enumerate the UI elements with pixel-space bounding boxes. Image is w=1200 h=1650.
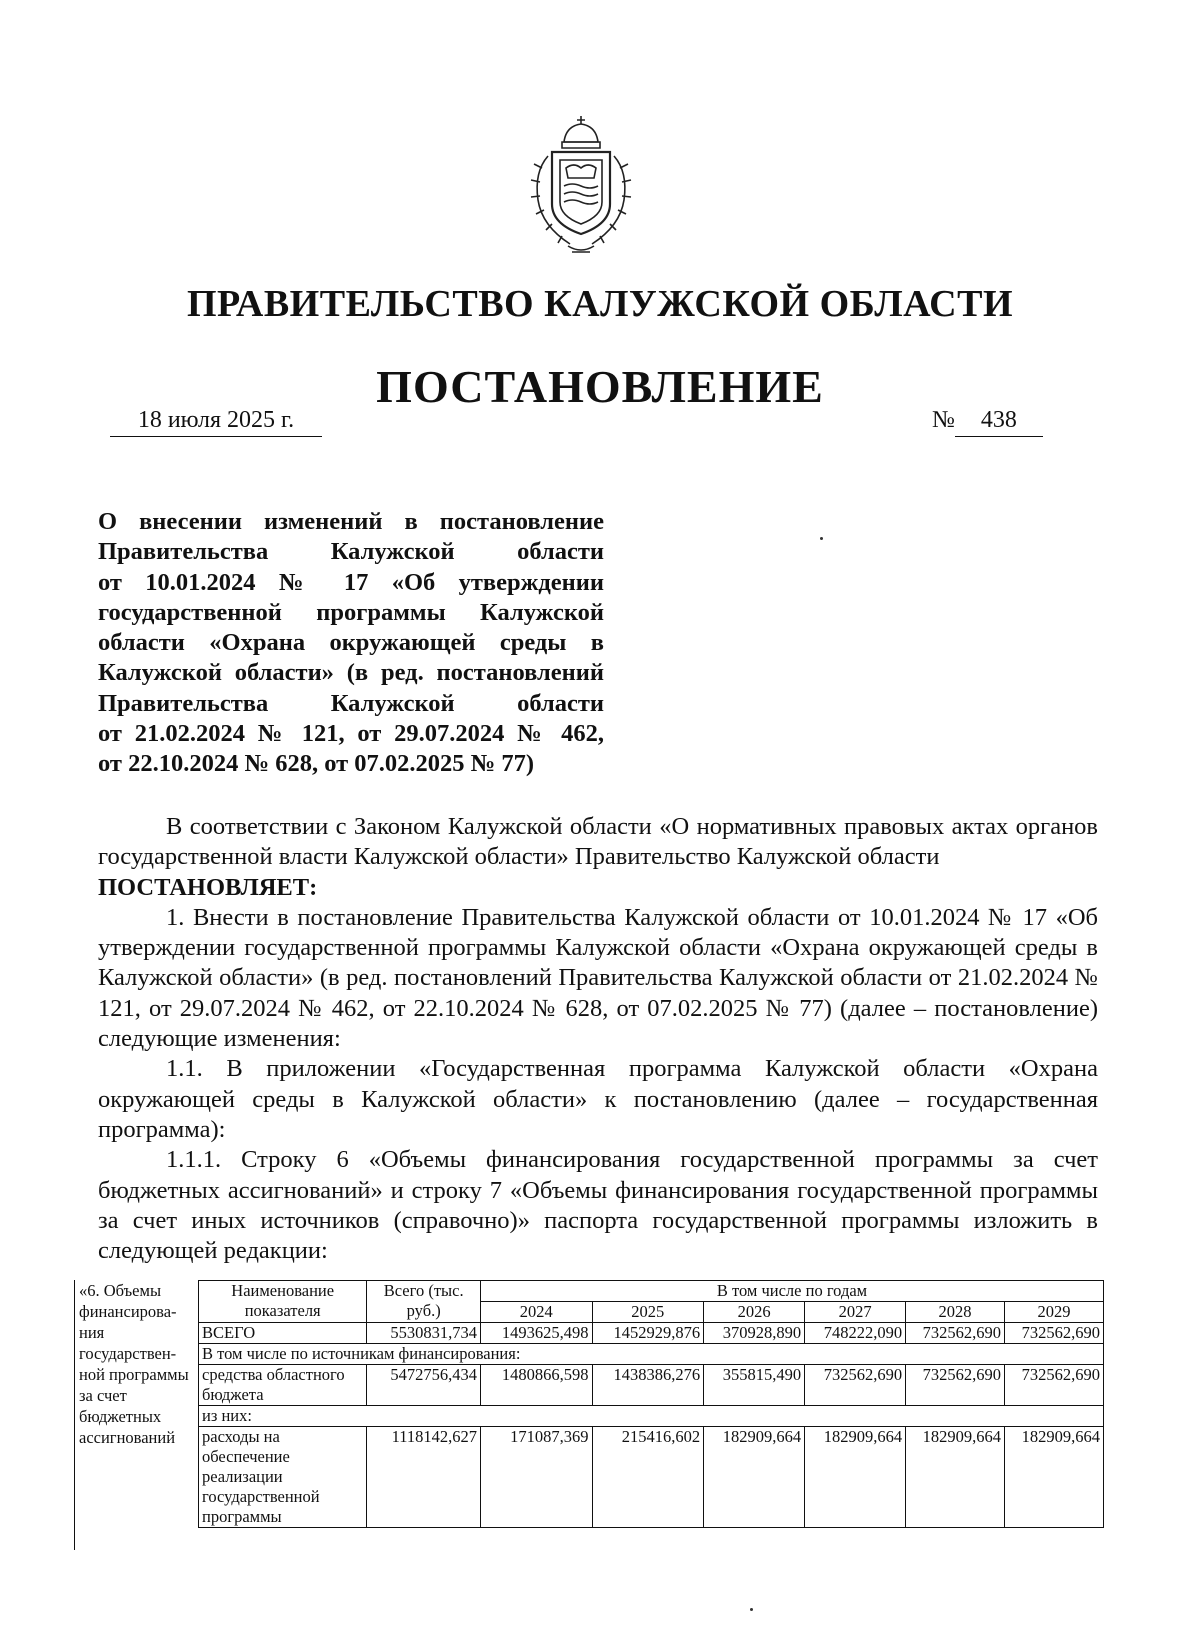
header-year: 2025 <box>592 1302 704 1323</box>
row-value: 370928,890 <box>704 1323 805 1344</box>
subject-line: государственной программы Калужской <box>98 598 604 626</box>
financing-table <box>198 1280 1104 1528</box>
document-type-title: ПОСТАНОВЛЕНИЕ <box>376 361 824 412</box>
header-year: 2028 <box>906 1302 1005 1323</box>
table-header-row <box>199 1281 1104 1302</box>
paragraph-item-1: 1. Внести в постановление Правительства Калужской области от 10.01.2024 № 17 «Об утверждении государственной программы Калужской области «Охрана окружающей среды в Калужской области» (в ред. постановлений Правительства Калужской области от 21.02.2024 № 121, от 29.07.2024 № 462, от 22.10.2024 № 628, от 07.02.2025 № 77) (далее – постановление) следующие изменения: <box>98 903 1098 1053</box>
document-body <box>98 812 1098 1266</box>
row-value: 355815,490 <box>704 1365 805 1406</box>
financing-row-label: «6. Объемы финансирова-ния государствен-ной программы за счет бюджетных ассигнований <box>74 1280 197 1550</box>
header-name: Наименование показателя <box>199 1281 367 1323</box>
row-name: средства областного бюджета <box>199 1365 367 1406</box>
subject-line: О внесении изменений в постановление <box>98 508 604 535</box>
document-subject <box>98 507 604 780</box>
organization-title: ПРАВИТЕЛЬСТВО КАЛУЖСКОЙ ОБЛАСТИ <box>186 283 1014 325</box>
paragraph-resolves <box>98 873 1098 903</box>
header-total: Всего (тыс. руб.) <box>367 1281 481 1323</box>
row-value: 1452929,876 <box>592 1323 704 1344</box>
header-year: 2029 <box>1005 1302 1104 1323</box>
row-value: 171087,369 <box>481 1427 593 1528</box>
paragraph-item-1-1: 1.1. В приложении «Государственная программа Калужской области «Охрана окружающей среды в Калужской области» к постановлению (далее – государственная программа): <box>98 1055 1098 1143</box>
scan-speck <box>750 1608 753 1611</box>
row-value: 748222,090 <box>805 1323 906 1344</box>
subject-line: от 21.02.2024 № 121, от 29.07.2024 № 462, <box>98 720 604 748</box>
row-value: 182909,664 <box>1005 1427 1104 1528</box>
document-number: 438 <box>955 407 1043 437</box>
scan-speck <box>820 537 823 540</box>
row-value: 1493625,498 <box>481 1323 593 1344</box>
subject-line: от 22.10.2024 № 628, от 07.02.2025 № 77) <box>98 750 535 778</box>
table-row <box>199 1323 1104 1344</box>
table-subheader-row <box>199 1406 1104 1427</box>
header-year: 2024 <box>481 1302 593 1323</box>
coat-of-arms-emblem <box>522 112 640 260</box>
subject-line: Правительства Калужской области <box>98 538 604 566</box>
document-number-block <box>932 407 1043 437</box>
subject-line: области «Охрана окружающей среды в <box>98 629 604 657</box>
row-total: 5530831,734 <box>367 1323 481 1344</box>
paragraph-preamble <box>98 812 1098 873</box>
row-value: 732562,690 <box>906 1323 1005 1344</box>
preamble-text: В соответствии с Законом Калужской области «О нормативных правовых актах органов государственной власти Калужской области» Правительство Калужской области <box>98 813 1098 871</box>
row-name: ВСЕГО <box>199 1323 367 1344</box>
row-value: 732562,690 <box>1005 1365 1104 1406</box>
row-value: 182909,664 <box>906 1427 1005 1528</box>
row-value: 182909,664 <box>704 1427 805 1528</box>
header-year: 2027 <box>805 1302 906 1323</box>
subheader-text: В том числе по источникам финансирования: <box>199 1344 1104 1365</box>
row-value: 732562,690 <box>805 1365 906 1406</box>
paragraph-item-1-1-1: 1.1.1. Строку 6 «Объемы финансирования государственной программы за счет бюджетных ассигнований» и строку 7 «Объемы финансирования государственной программы за счет иных источников (справочно)» паспорта государственной программы изложить в следующей редакции: <box>98 1146 1098 1265</box>
row-value: 732562,690 <box>906 1365 1005 1406</box>
row-total: 1118142,627 <box>367 1427 481 1528</box>
row-value: 182909,664 <box>805 1427 906 1528</box>
row-value: 1438386,276 <box>592 1365 704 1406</box>
row-total: 5472756,434 <box>367 1365 481 1406</box>
row-value: 1480866,598 <box>481 1365 593 1406</box>
table-row <box>199 1427 1104 1528</box>
number-sign: № <box>932 407 955 433</box>
header-years-group: В том числе по годам <box>481 1281 1104 1302</box>
table-subheader-row <box>199 1344 1104 1365</box>
document-date: 18 июля 2025 г. <box>110 407 322 437</box>
subject-line: Правительства Калужской области <box>98 689 604 717</box>
header-year: 2026 <box>704 1302 805 1323</box>
table-row <box>199 1365 1104 1406</box>
row-value: 732562,690 <box>1005 1323 1104 1344</box>
subject-line: Калужской области» (в ред. постановлений <box>98 659 604 687</box>
subject-line: от 10.01.2024 № 17 «Об утверждении <box>98 568 604 596</box>
resolves-word: ПОСТАНОВЛЯЕТ: <box>98 873 318 901</box>
subheader-text: из них: <box>199 1406 1104 1427</box>
row-name: расходы на обеспечение реализации государственной программы <box>199 1427 367 1528</box>
row-value: 215416,602 <box>592 1427 704 1528</box>
